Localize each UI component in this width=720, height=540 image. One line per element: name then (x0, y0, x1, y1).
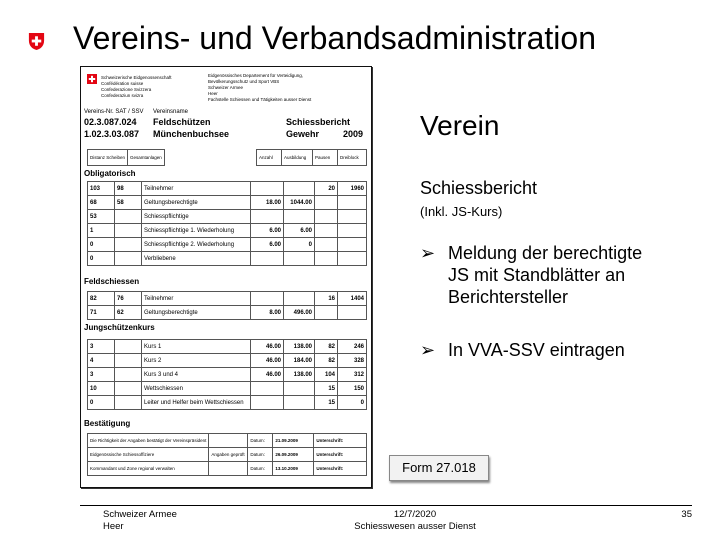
slide-subheading: Schiessbericht (420, 178, 538, 198)
table-cell (338, 224, 367, 238)
arrow-bullet-icon: ➢ (420, 340, 436, 360)
table-cell: 46.00 (251, 340, 284, 354)
table-cell (251, 396, 284, 410)
table-cell: 4 (88, 354, 115, 368)
table-cell: Datum: (248, 434, 273, 448)
table-cell: 16 (315, 292, 338, 306)
table-cell (115, 340, 142, 354)
table-cell: Verbliebene (142, 252, 251, 266)
section-bestaetigung: Bestätigung (84, 419, 131, 428)
table-cell: 98 (115, 182, 142, 196)
form-doc-title: Schiessbericht (286, 117, 351, 127)
table-cell (284, 292, 315, 306)
table-cell: Datum: (248, 462, 273, 476)
table-cell: 82 (315, 340, 338, 354)
table-cell (284, 396, 315, 410)
table-cell: 246 (338, 340, 367, 354)
footer-divider (80, 505, 692, 506)
form-column-header: Distanz Scheiben Gesamtanlagen Anzahl Ausbildung Pausen Dreiblock (87, 149, 367, 166)
table-cell: Unterschrift: (314, 448, 367, 462)
table-cell (115, 210, 142, 224)
table-cell: Teilnehmer (142, 182, 251, 196)
table-cell: 46.00 (251, 368, 284, 382)
table-row (88, 462, 367, 476)
table-row (88, 368, 367, 382)
vereins-id-2: 1.02.3.03.087 (84, 129, 140, 139)
table-cell: Schiesspflichtige (142, 210, 251, 224)
table-cell (284, 252, 315, 266)
table-cell (251, 382, 284, 396)
page-number: 35 (681, 509, 692, 520)
table-cell (115, 224, 142, 238)
table-cell: 1044.00 (284, 196, 315, 210)
schiessbericht-form-image (80, 66, 372, 488)
table-row (88, 340, 367, 354)
table-cell: 71 (88, 306, 115, 320)
table-cell: Eidgenössische Schiessoffiziere (88, 448, 209, 462)
table-cell: Schiesspflichtige 1. Wiederholung (142, 224, 251, 238)
table-cell: Kommandant und Zone regional verwalten (88, 462, 209, 476)
table-cell (315, 238, 338, 252)
table-cell: Geltungsberechtigte (142, 196, 251, 210)
table-cell: 0 (88, 252, 115, 266)
swiss-cross-icon (87, 74, 97, 84)
table-cell (209, 462, 248, 476)
table-row (88, 434, 367, 448)
table-cell (284, 182, 315, 196)
table-cell: Schiesspflichtige 2. Wiederholung (142, 238, 251, 252)
table-cell (251, 252, 284, 266)
footer-date: 12/7/2020 (393, 509, 437, 520)
table-cell (338, 252, 367, 266)
table-cell: Teilnehmer (142, 292, 251, 306)
table-cell: 76 (115, 292, 142, 306)
year: 2009 (343, 129, 364, 139)
table-cell (284, 382, 315, 396)
table-row (88, 306, 367, 320)
table-cell: 15 (315, 396, 338, 410)
vereinsname-1: Feldschützen (153, 117, 211, 127)
table-cell (284, 210, 315, 224)
table-row (88, 252, 367, 266)
table-cell: 6.00 (251, 238, 284, 252)
table-cell: 138.00 (284, 368, 315, 382)
table-cell: 0 (88, 396, 115, 410)
table-cell: 62 (115, 306, 142, 320)
table-cell: Unterschrift: (314, 462, 367, 476)
table-row (88, 238, 367, 252)
table-row (88, 448, 367, 462)
table-cell: Kurs 3 und 4 (142, 368, 251, 382)
vereins-id-1: 02.3.087.024 (84, 117, 137, 127)
swiss-cross-icon (27, 32, 46, 51)
footer-center (320, 509, 510, 533)
table-cell: 82 (88, 292, 115, 306)
footer-topic: Schiesswesen ausser Dienst (354, 521, 476, 532)
table-cell: 8.00 (251, 306, 284, 320)
vereinsname-label: Vereinsname (153, 109, 189, 115)
table-cell (209, 434, 248, 448)
weapon: Gewehr (286, 129, 320, 139)
table-cell (315, 306, 338, 320)
table-cell (338, 238, 367, 252)
slide-heading: Verein (420, 110, 500, 141)
table-row (88, 292, 367, 306)
jungschuetzen-table (87, 339, 367, 410)
table-cell: 3 (88, 340, 115, 354)
table-cell: 68 (88, 196, 115, 210)
table-cell: 1404 (338, 292, 367, 306)
table-cell: 53 (88, 210, 115, 224)
bullet-1: ➢ Meldung der berechtigte JS mit Standblätter an Berichtersteller (420, 243, 643, 307)
table-cell (115, 368, 142, 382)
table-cell: Die Richtigkeit der Angaben bestätigt der Vereinspräsident (88, 434, 209, 448)
table-cell: 18.00 (251, 196, 284, 210)
table-cell: 0 (88, 238, 115, 252)
arrow-bullet-icon: ➢ (420, 243, 436, 263)
table-cell (315, 210, 338, 224)
table-cell (251, 182, 284, 196)
table-cell: 0 (338, 396, 367, 410)
table-cell: Kurs 2 (142, 354, 251, 368)
table-cell (338, 306, 367, 320)
table-cell (315, 252, 338, 266)
table-cell: Angaben geprüft (209, 448, 248, 462)
table-cell: 58 (115, 196, 142, 210)
table-cell: 1 (88, 224, 115, 238)
table-cell: 328 (338, 354, 367, 368)
table-cell: 150 (338, 382, 367, 396)
table-cell (115, 396, 142, 410)
table-cell: 20 (315, 182, 338, 196)
table-cell: Unterschrift: (314, 434, 367, 448)
bestaetigung-table (87, 433, 367, 476)
table-cell: Kurs 1 (142, 340, 251, 354)
table-cell (338, 196, 367, 210)
table-cell (251, 210, 284, 224)
obligatorisch-table (87, 181, 367, 266)
section-feldschiessen: Feldschiessen (84, 277, 140, 286)
table-row (88, 196, 367, 210)
feldschiessen-table (87, 291, 367, 320)
footer-org: Schweizer Armee Heer (103, 509, 177, 532)
table-cell: 46.00 (251, 354, 284, 368)
table-cell: Leiter und Helfer beim Wettschiessen (142, 396, 251, 410)
table-cell (115, 238, 142, 252)
table-cell: 10 (88, 382, 115, 396)
table-cell: 1960 (338, 182, 367, 196)
form-number-label: Form 27.018 (389, 455, 489, 481)
table-cell (338, 210, 367, 224)
table-cell: 21.09.2009 (273, 434, 314, 448)
page-title: Vereins- und Verbandsadministration (73, 20, 596, 56)
table-cell: 312 (338, 368, 367, 382)
table-cell: 82 (315, 354, 338, 368)
table-cell (315, 196, 338, 210)
table-cell (115, 382, 142, 396)
org-left: Schweizerische Eidgenossenschaft Confédération suisse Confederazione Svizzera Confederaziun svizra (101, 75, 172, 98)
table-row (88, 210, 367, 224)
table-cell: 6.00 (284, 224, 315, 238)
table-cell: 0 (284, 238, 315, 252)
bullet-2: ➢ In VVA-SSV eintragen (420, 340, 625, 360)
org-right: Eidgenössisches Departement für Verteidigung, Bevölkerungsschutz und Sport VBS Schweizer Armee Heer Fachstelle Schiessen und Tätigkeiten ausser Dienst (208, 73, 312, 102)
table-cell: 104 (315, 368, 338, 382)
vereinsname-2: Münchenbuchsee (153, 129, 230, 139)
table-cell (115, 252, 142, 266)
section-obligatorisch: Obligatorisch (84, 169, 136, 178)
table-cell: 13.10.2009 (273, 462, 314, 476)
table-row (88, 182, 367, 196)
section-jungschuetzenkurs: Jungschützenkurs (84, 323, 155, 332)
table-cell: Geltungsberechtigte (142, 306, 251, 320)
vereinsnr-label: Vereins-Nr. SAT / SSV (84, 109, 144, 115)
table-cell: 184.00 (284, 354, 315, 368)
table-cell: 138.00 (284, 340, 315, 354)
table-cell: Datum: (248, 448, 273, 462)
table-cell: 3 (88, 368, 115, 382)
table-cell (115, 354, 142, 368)
table-cell: Wettschiessen (142, 382, 251, 396)
table-row (88, 224, 367, 238)
table-row (88, 382, 367, 396)
table-row (88, 396, 367, 410)
table-cell: 496.00 (284, 306, 315, 320)
table-cell: 15 (315, 382, 338, 396)
slide-subnote: (Inkl. JS-Kurs) (420, 204, 503, 219)
table-cell (251, 292, 284, 306)
table-cell: 26.09.2009 (273, 448, 314, 462)
table-cell (315, 224, 338, 238)
table-cell: 6.00 (251, 224, 284, 238)
table-row (88, 354, 367, 368)
table-cell: 103 (88, 182, 115, 196)
